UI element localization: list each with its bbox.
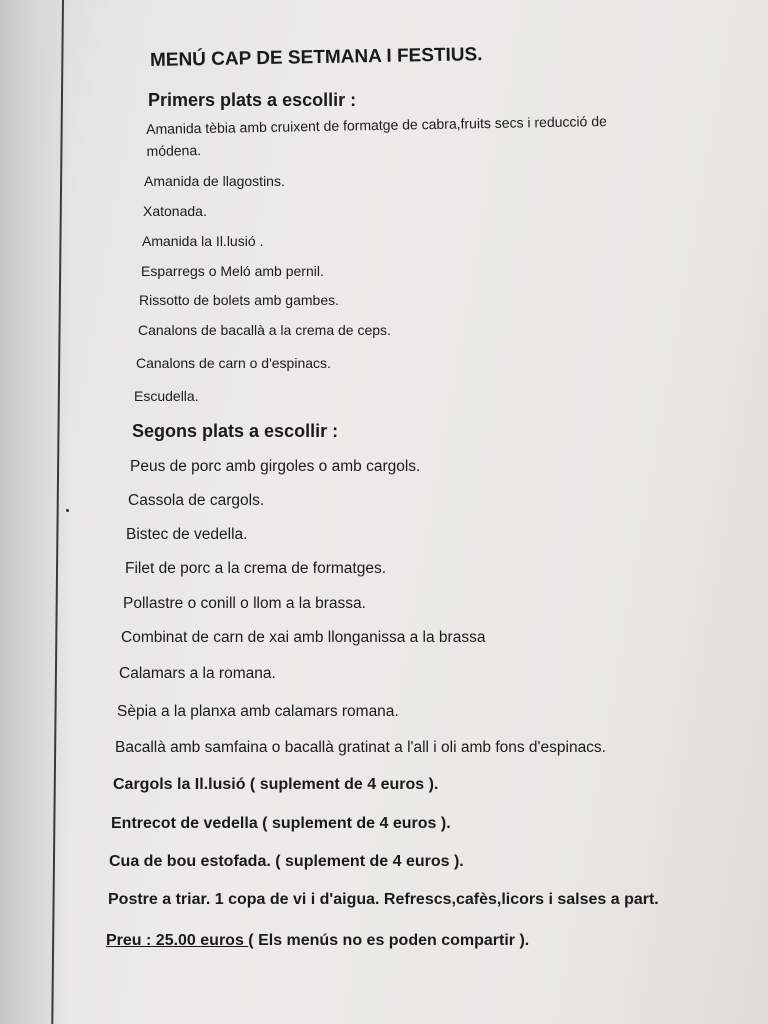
price-label: Preu : 25.00 euros xyxy=(106,932,249,949)
segons-item: Calamars a la romana. xyxy=(119,665,276,682)
primers-item: Esparregs o Meló amb pernil. xyxy=(141,263,324,279)
primers-item: Amanida la Il.lusió . xyxy=(142,233,264,249)
primers-item: Amanida tèbia amb cruixent de formatge de cabra,fruits secs i reducció de módena. xyxy=(146,112,607,159)
primers-item: Rissotto de bolets amb gambes. xyxy=(139,292,339,308)
segons-item: Sèpia a la planxa amb calamars romana. xyxy=(117,703,399,720)
segons-heading: Segons plats a escollir : xyxy=(132,421,339,441)
supplement-item: Entrecot de vedella ( suplement de 4 euros ). xyxy=(111,815,451,832)
primers-item: Xatonada. xyxy=(143,203,207,219)
primers-item: Canalons de carn o d'espinacs. xyxy=(136,355,331,371)
supplement-item: Cargols la Il.lusió ( suplement de 4 euros ). xyxy=(113,776,439,793)
menu-title: MENÚ CAP DE SETMANA I FESTIUS. xyxy=(149,44,483,71)
primers-item: Amanida de llagostins. xyxy=(144,173,285,189)
segons-item: Peus de porc amb girgoles o amb cargols. xyxy=(130,458,421,475)
primers-item: Escudella. xyxy=(134,388,199,404)
primers-heading: Primers plats a escollir : xyxy=(148,90,357,110)
price-note: ( Els menús no es poden compartir ). xyxy=(248,932,530,949)
segons-item: Filet de porc a la crema de formatges. xyxy=(125,560,387,577)
price-line xyxy=(106,932,529,950)
segons-item: Combinat de carn de xai amb llonganissa a la brassa xyxy=(121,629,486,646)
segons-item: Cassola de cargols. xyxy=(128,492,265,509)
segons-item: Bistec de vedella. xyxy=(126,526,248,543)
segons-item: Pollastre o conill o llom a la brassa. xyxy=(123,595,366,612)
supplement-item: Cua de bou estofada. ( suplement de 4 euros ). xyxy=(109,853,464,870)
segons-item: Bacallà amb samfaina o bacallà gratinat a l'all i oli amb fons d'espinacs. xyxy=(115,739,606,756)
primers-item: Canalons de bacallà a la crema de ceps. xyxy=(138,322,391,338)
postre-line: Postre a triar. 1 copa de vi i d'aigua. Refrescs,cafès,licors i salses a part. xyxy=(108,891,659,908)
speck xyxy=(66,509,69,512)
